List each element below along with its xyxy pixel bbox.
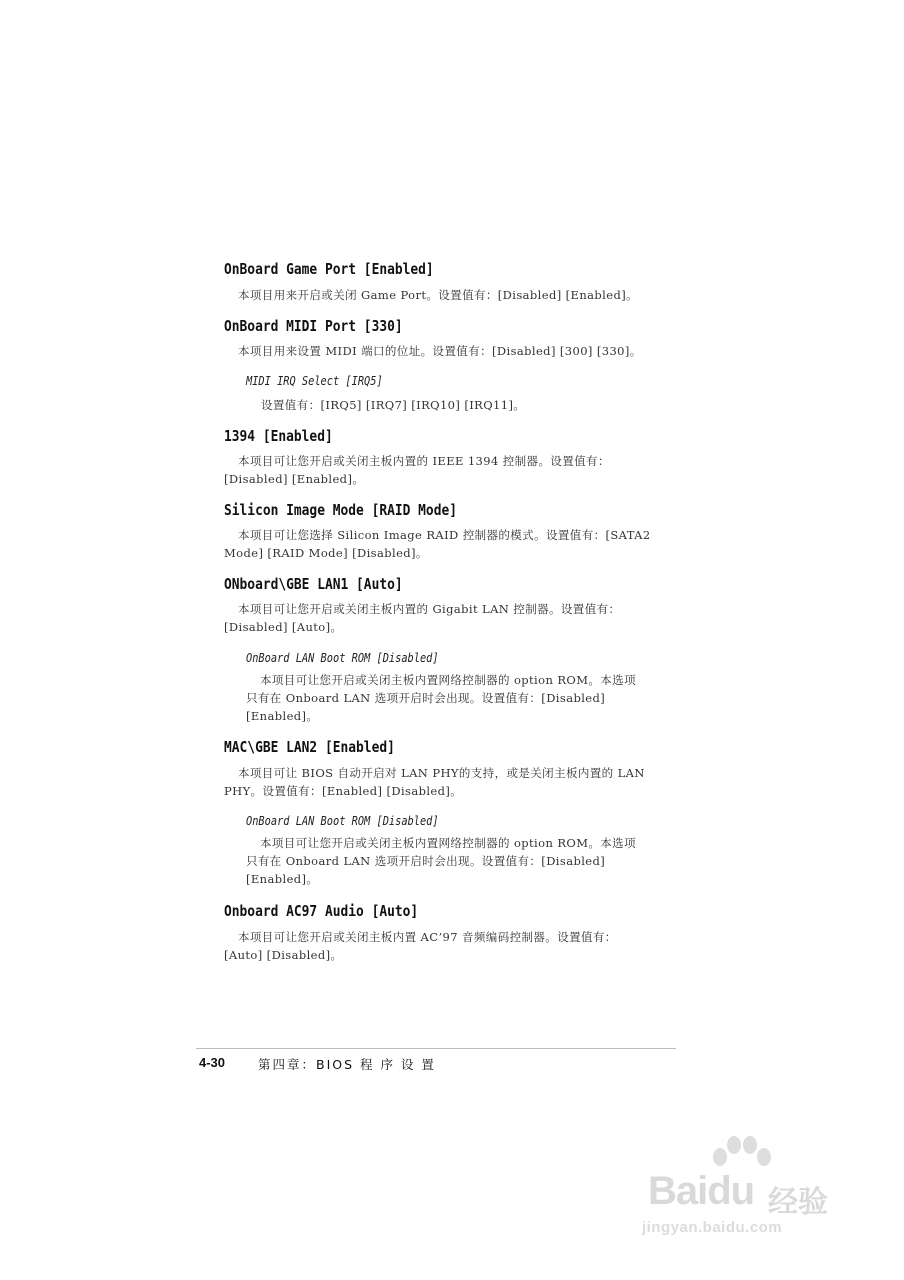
body-line: 本项目用来设置 MIDI 端口的位址。设置值有：[Disabled] [300] [330]。 <box>238 344 642 358</box>
subsection-heading-lan2-boot-rom: OnBoard LAN Boot ROM [Disabled] <box>246 814 439 828</box>
body-line: 本项目可让您开启或关闭主板内置的 Gigabit LAN 控制器。设置值有： <box>238 602 621 616</box>
section-heading-1394: 1394 [Enabled] <box>224 427 333 445</box>
section-heading-silicon-image: Silicon Image Mode [RAID Mode] <box>224 501 458 519</box>
subsection-heading-lan1-boot-rom: OnBoard LAN Boot ROM [Disabled] <box>246 651 439 665</box>
subsection-body-lan1-boot-rom <box>246 671 676 725</box>
subsection-body-midi-irq: 设置值有：[IRQ5] [IRQ7] [IRQ10] [IRQ11]。 <box>261 398 526 412</box>
section-body-1394 <box>224 452 676 488</box>
section-heading-game-port: OnBoard Game Port [Enabled] <box>224 260 434 278</box>
body-line: [Disabled] [Enabled]。 <box>224 472 365 486</box>
body-line: 本项目可让您开启或关闭主板内置的 IEEE 1394 控制器。设置值有： <box>238 454 610 468</box>
section-body-ac97 <box>224 928 676 964</box>
body-line: 只有在 Onboard LAN 选项开启时会出现。设置值有：[Disabled] <box>246 854 606 868</box>
watermark-brand: Baidu <box>648 1169 755 1213</box>
body-line: 本项目可让您开启或关闭主板内置网络控制器的 option ROM。本选项 <box>260 836 636 850</box>
watermark-brand-cn: 经验 <box>768 1185 828 1220</box>
section-heading-ac97: Onboard AC97 Audio [Auto] <box>224 902 419 920</box>
subsection-body-lan2-boot-rom <box>246 834 676 888</box>
section-heading-gbe-lan1: ONboard\GBE LAN1 [Auto] <box>224 575 403 593</box>
body-line: 本项目可让您开启或关闭主板内置 AC’97 音频编码控制器。设置值有： <box>238 930 617 944</box>
body-line: [Auto] [Disabled]。 <box>224 948 343 962</box>
body-line: [Enabled]。 <box>246 872 319 886</box>
body-line: Mode] [RAID Mode] [Disabled]。 <box>224 546 428 560</box>
section-body-game-port <box>224 286 676 304</box>
body-line: PHY。设置值有：[Enabled] [Disabled]。 <box>224 784 463 798</box>
body-line: [Enabled]。 <box>246 709 319 723</box>
section-heading-midi-port: OnBoard MIDI Port [330] <box>224 317 403 335</box>
watermark-url: jingyan.baidu.com <box>642 1219 783 1236</box>
subsection-heading-midi-irq: MIDI IRQ Select [IRQ5] <box>246 374 383 388</box>
body-line: 本项目可让您选择 Silicon Image RAID 控制器的模式。设置值有：[SATA2 <box>238 528 651 542</box>
footer-divider <box>196 1048 676 1049</box>
section-heading-gbe-lan2: MAC\GBE LAN2 [Enabled] <box>224 738 395 756</box>
body-line: [Disabled] [Auto]。 <box>224 620 343 634</box>
page-number: 4-30 <box>199 1055 226 1070</box>
body-line: 本项目可让您开启或关闭主板内置网络控制器的 option ROM。本选项 <box>260 673 636 687</box>
body-line: 只有在 Onboard LAN 选项开启时会出现。设置值有：[Disabled] <box>246 691 606 705</box>
chapter-title: 第四章：BIOS 程 序 设 置 <box>258 1057 436 1072</box>
section-body-midi-port <box>224 342 676 360</box>
section-body-gbe-lan2 <box>224 764 676 800</box>
body-line: 本项目可让 BIOS 自动开启对 LAN PHY的支持，或是关闭主板内置的 LAN <box>238 766 645 780</box>
section-body-gbe-lan1 <box>224 600 676 636</box>
baidu-watermark <box>640 1135 860 1245</box>
body-line: 本项目用来开启或关闭 Game Port。设置值有：[Disabled] [Enabled]。 <box>238 288 639 302</box>
section-body-silicon-image <box>224 526 676 562</box>
